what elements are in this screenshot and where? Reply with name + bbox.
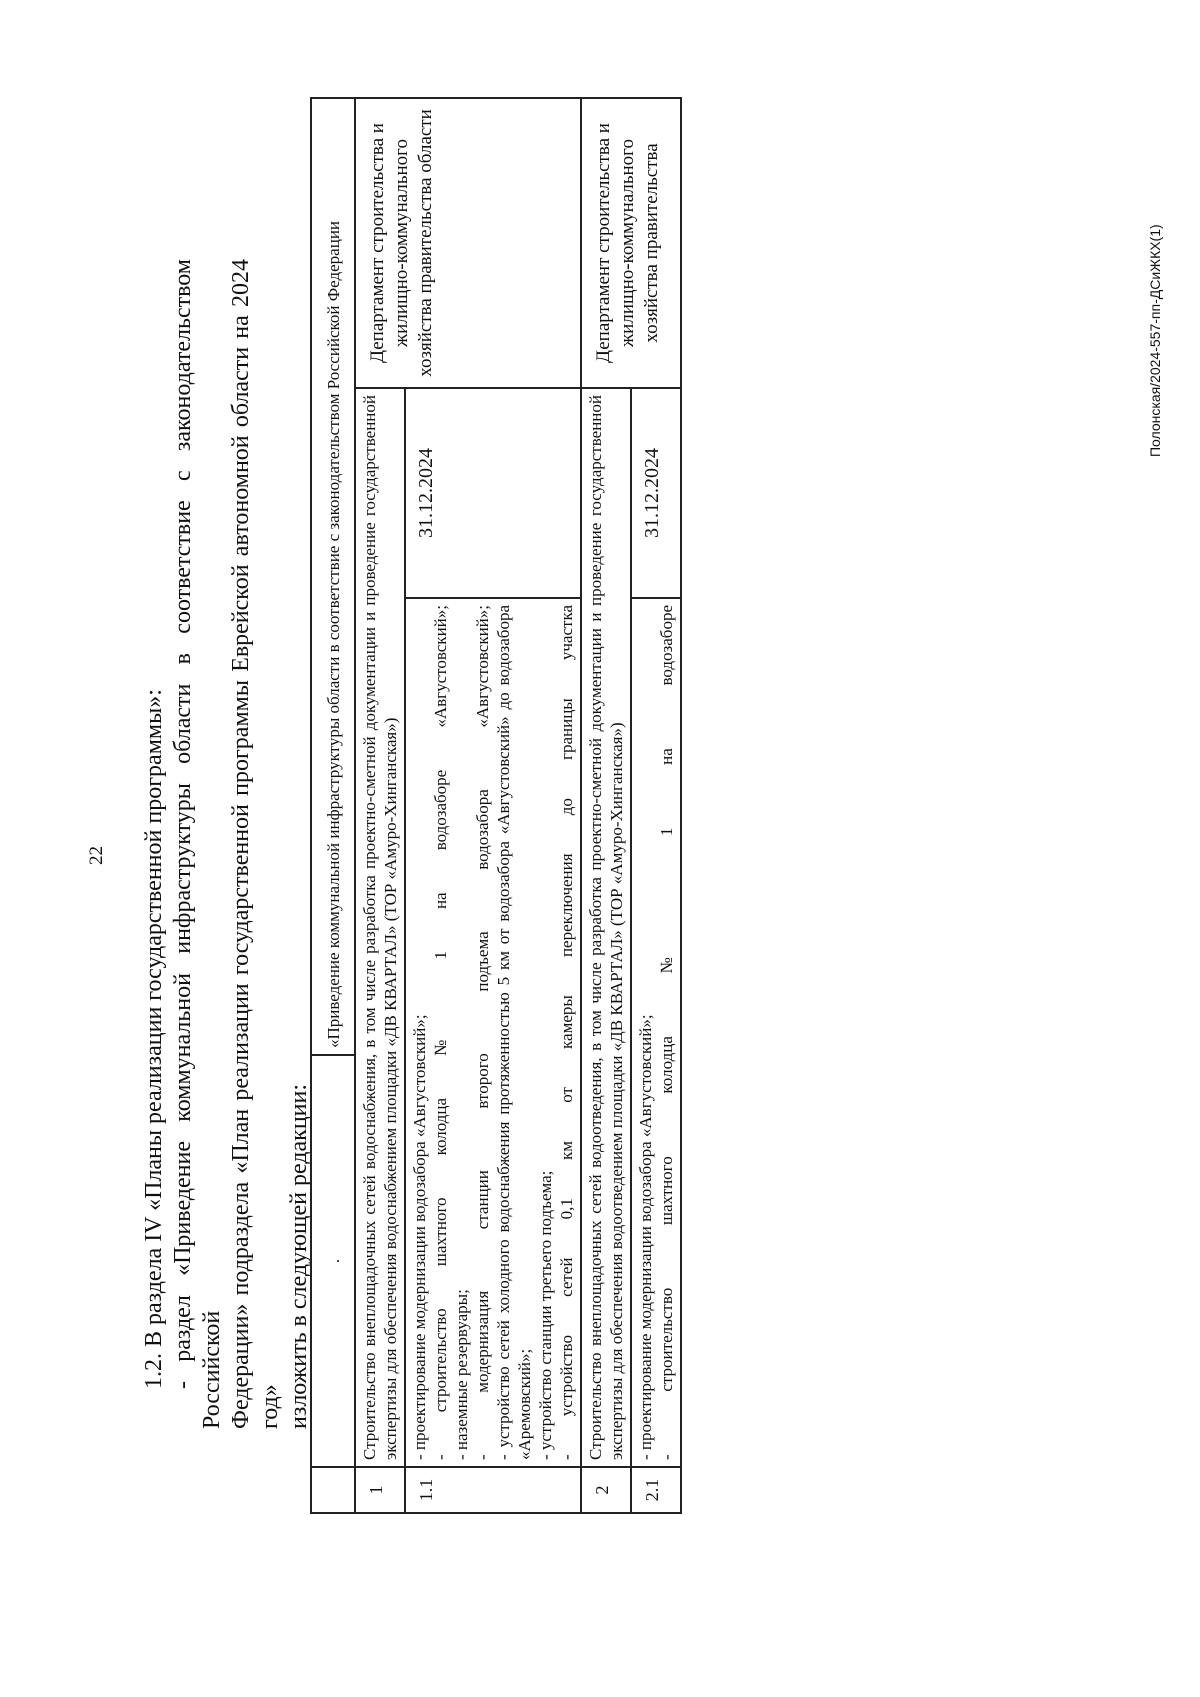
header-dot: .	[323, 1258, 343, 1264]
list-item: - устройство сетей 0,1 км от камеры переключения до границы участка	[557, 605, 576, 1460]
deadline-date: 31.12.2024	[405, 388, 581, 598]
table-row	[581, 98, 631, 1513]
header-dot-cell	[311, 1055, 355, 1467]
section-title: «Приведение коммунальной инфраструктуры области в соответствие с законодательством Российской Федерации	[323, 220, 343, 1048]
list-item: - наземные резервуары;	[452, 1289, 471, 1460]
row-number: 2.1	[631, 1467, 681, 1513]
responsible-department: Департамент строительства и жилищно-коммунального хозяйства правительства области	[355, 98, 581, 388]
row-items	[631, 598, 681, 1467]
list-item: - устройство станции третьего подъема;	[536, 1170, 555, 1460]
row-number: 1	[355, 1467, 405, 1513]
table-row	[355, 98, 405, 1513]
page-number: 22	[86, 846, 107, 865]
row-number: 1.1	[405, 1467, 581, 1513]
intro-line-1: 1.2. В раздела IV «Планы реализации государственной программы»:	[141, 689, 167, 1389]
row-description: Строительство внеплощадочных сетей водоотведения, в том числе разработка проектно-сметной документации и проведение государственной экспертизы для обеспечения водоотведением площадки «ДВ КВАРТАЛ» (ТОР «Амуро-Хинганская»)	[581, 388, 631, 1467]
deadline-date: 31.12.2024	[631, 388, 681, 598]
list-item: - проектирование модернизации водозабора «Августовский»;	[410, 1014, 429, 1460]
list-item: - устройство сетей холодного водоснабжения протяженностью 5 км от водозабора «Августовский» до водозабора «Аремовский»;	[494, 605, 534, 1460]
responsible-department: Департамент строительства и жилищно-коммунального хозяйства правительства	[581, 98, 681, 388]
header-title-cell	[311, 98, 355, 1055]
row-items	[405, 598, 581, 1467]
intro-line-3: Федерации» подраздела «План реализации государственной программы Еврейской автономной области на 2024 год»	[228, 259, 283, 1429]
plan-table	[310, 97, 682, 1514]
list-item: - проектирование модернизации водозабора «Августовский»;	[636, 1014, 655, 1460]
intro-line-2: - раздел «Приведение коммунальной инфраструктуры области в соответствие с законодательством Российской	[170, 259, 225, 1429]
list-item: - строительство шахтного колодца № 1 на водозаборе	[657, 605, 676, 1460]
table-header-row	[311, 98, 355, 1513]
intro-text	[140, 259, 314, 1429]
list-item: - модернизация станции второго подъема водозабора «Августовский»;	[473, 605, 492, 1460]
row-number: 2	[581, 1467, 631, 1513]
row-description: Строительство внеплощадочных сетей водоснабжения, в том числе разработка проектно-сметной документации и проведение государственной экспертизы для обеспечения водоснабжением площадки «ДВ КВАРТАЛ» (ТОР «Амуро-Хинганская»)	[355, 388, 405, 1467]
header-num-cell	[311, 1467, 355, 1513]
list-item: - строительство шахтного колодца № 1 на водозаборе «Августовский»;	[431, 605, 450, 1460]
intro-line-4: изложить в следующей редакции:	[286, 1083, 312, 1429]
document-code: Полонская/2024-557-пп-ДСиЖКХ(1)	[1147, 224, 1163, 457]
